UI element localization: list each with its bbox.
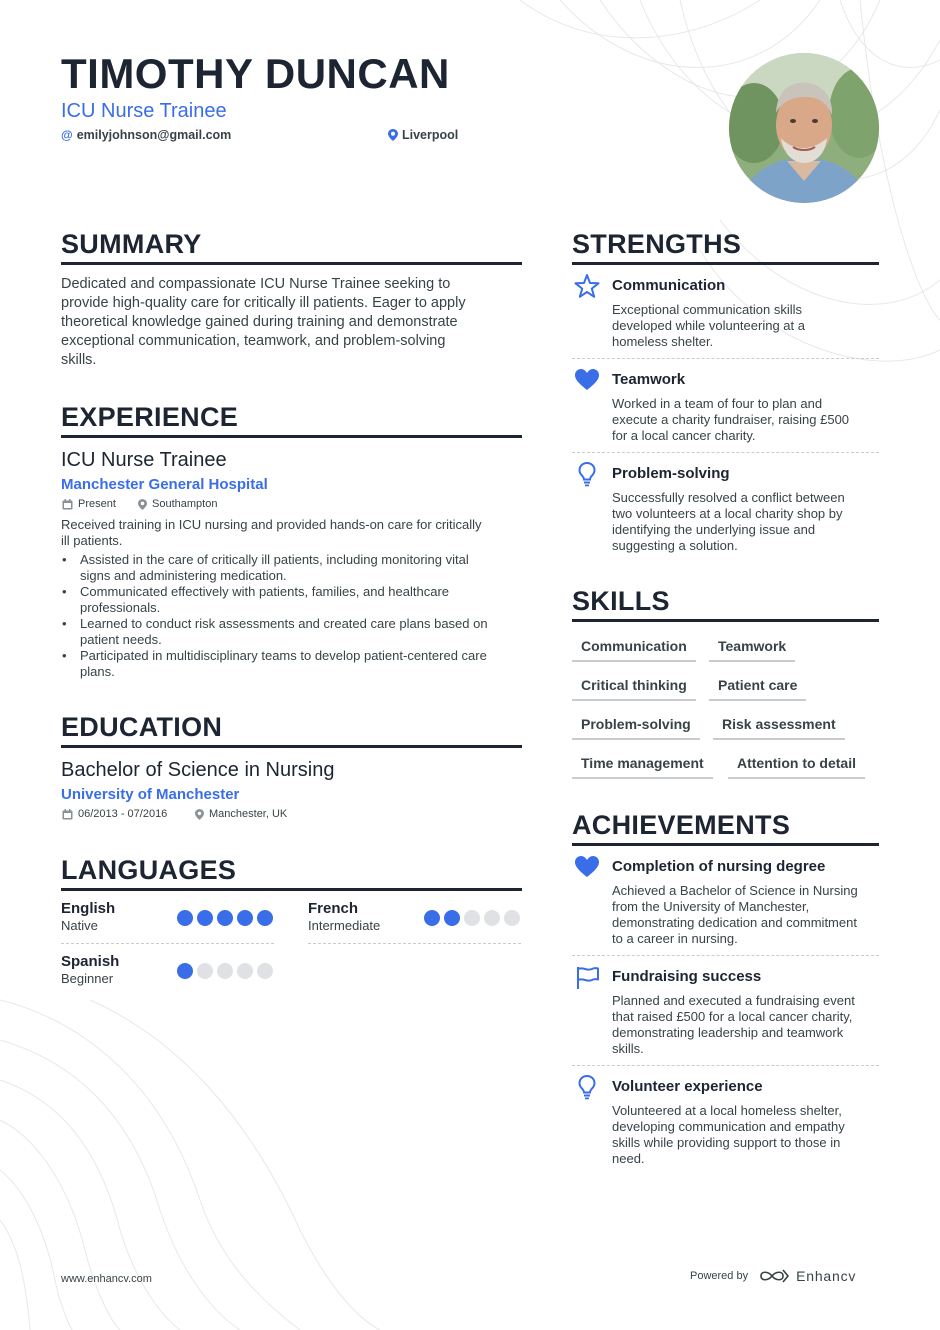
language-divider bbox=[61, 943, 274, 944]
skill-tag: Time management bbox=[572, 755, 713, 779]
heart-icon bbox=[574, 367, 600, 393]
degree-title: Bachelor of Science in Nursing bbox=[61, 759, 335, 781]
language-rating bbox=[424, 910, 520, 926]
strength-divider bbox=[572, 452, 879, 453]
job-date-text: Present bbox=[78, 498, 116, 510]
achievement-title: Completion of nursing degree bbox=[612, 858, 826, 875]
brand-name: Enhancv bbox=[796, 1268, 857, 1284]
job-bullet bbox=[61, 552, 531, 584]
bullet-line: patient needs. bbox=[80, 632, 162, 647]
desc-line: Volunteered at a local homeless shelter, bbox=[612, 1103, 842, 1118]
strength-description bbox=[612, 490, 882, 554]
rating-dot-filled bbox=[257, 910, 273, 926]
rating-dot-filled bbox=[177, 963, 193, 979]
summary-line: exceptional communication, teamwork, and problem-solving bbox=[61, 333, 446, 349]
rating-dot-filled bbox=[177, 910, 193, 926]
location-pin-icon bbox=[195, 809, 204, 820]
education-rule bbox=[61, 745, 522, 748]
bullet-line: professionals. bbox=[80, 600, 161, 615]
achievement-description bbox=[612, 1103, 887, 1167]
bullet-line: • Learned to conduct risk assessments and created care plans based on bbox=[80, 616, 488, 631]
rating-dot-empty bbox=[217, 963, 233, 979]
strength-title: Teamwork bbox=[612, 371, 686, 388]
candidate-title: ICU Nurse Trainee bbox=[61, 100, 227, 122]
desc-line: demonstrating dedication and commitment bbox=[612, 915, 857, 930]
language-divider bbox=[308, 943, 521, 944]
email-text: emilyjohnson@gmail.com bbox=[76, 128, 232, 142]
skill-tag: Communication bbox=[572, 638, 696, 662]
desc-line: that raised £500 for a local cancer charity, bbox=[612, 1009, 853, 1024]
job-location-text: Southampton bbox=[152, 498, 218, 510]
job-bullet bbox=[61, 648, 531, 680]
strengths-heading: STRENGTHS bbox=[572, 229, 742, 259]
rating-dot-empty bbox=[257, 963, 273, 979]
education-date bbox=[62, 808, 167, 820]
job-bullets bbox=[61, 552, 531, 680]
summary-line: skills. bbox=[61, 352, 97, 368]
achievement-title: Volunteer experience bbox=[612, 1078, 763, 1095]
skills-heading: SKILLS bbox=[572, 586, 670, 616]
language-rating bbox=[177, 963, 273, 979]
summary-heading: SUMMARY bbox=[61, 229, 202, 259]
strengths-rule bbox=[572, 262, 879, 265]
contact-email[interactable] bbox=[61, 128, 231, 142]
summary-rule bbox=[61, 262, 522, 265]
rating-dot-empty bbox=[504, 910, 520, 926]
desc-line: Achieved a Bachelor of Science in Nursing bbox=[612, 883, 858, 898]
language-level: Native bbox=[61, 918, 98, 933]
desc-line: skills. bbox=[612, 1041, 644, 1056]
language-item bbox=[61, 953, 119, 986]
desc-line: from the University of Manchester, bbox=[612, 899, 810, 914]
achievement-divider bbox=[572, 955, 879, 956]
job-title: ICU Nurse Trainee bbox=[61, 449, 227, 471]
achievement-divider bbox=[572, 1065, 879, 1066]
skill-tag: Problem-solving bbox=[572, 716, 700, 740]
summary-text bbox=[61, 275, 531, 370]
star-icon bbox=[574, 273, 600, 299]
education-date-text: 06/2013 - 07/2016 bbox=[78, 808, 168, 820]
language-name: Spanish bbox=[61, 953, 120, 970]
skill-tag: Critical thinking bbox=[572, 677, 696, 701]
rating-dot-filled bbox=[197, 910, 213, 926]
location-pin-icon bbox=[138, 499, 147, 510]
skill-tag: Teamwork bbox=[709, 638, 795, 662]
job-desc-line: ill patients. bbox=[61, 533, 123, 548]
desc-line: skills while providing support to those in bbox=[612, 1135, 841, 1150]
strength-description bbox=[612, 396, 882, 444]
skill-tag: Patient care bbox=[709, 677, 806, 701]
school-name: University of Manchester bbox=[61, 786, 240, 803]
lightbulb-icon bbox=[574, 461, 600, 487]
language-name: English bbox=[61, 900, 116, 917]
desc-line: demonstrating leadership and teamwork bbox=[612, 1025, 844, 1040]
education-location-text: Manchester, UK bbox=[209, 808, 288, 820]
enhancv-logo-icon bbox=[758, 1268, 790, 1284]
job-description bbox=[61, 517, 531, 549]
languages-heading: LANGUAGES bbox=[61, 855, 237, 885]
desc-line: developing communication and empathy bbox=[612, 1119, 845, 1134]
achievements-rule bbox=[572, 843, 879, 846]
desc-line: Planned and executed a fundraising event bbox=[612, 993, 855, 1008]
powered-by-text: Powered by bbox=[690, 1270, 749, 1282]
skill-tag: Attention to detail bbox=[728, 755, 865, 779]
job-desc-line: Received training in ICU nursing and provided hands-on care for critically bbox=[61, 517, 482, 532]
language-level: Beginner bbox=[61, 971, 114, 986]
bullet-line: signs and administering medication. bbox=[80, 568, 287, 583]
profile-photo bbox=[729, 53, 879, 203]
strength-divider bbox=[572, 358, 879, 359]
calendar-icon bbox=[62, 499, 73, 510]
job-bullet bbox=[61, 616, 531, 648]
desc-line: execute a charity fundraiser, raising £500 bbox=[612, 412, 850, 427]
candidate-name: TIMOTHY DUNCAN bbox=[61, 50, 450, 97]
bullet-line: • Assisted in the care of critically ill patients, including monitoring vital bbox=[80, 552, 469, 567]
location-pin-icon bbox=[388, 129, 398, 141]
flag-icon bbox=[574, 964, 600, 990]
rating-dot-filled bbox=[237, 910, 253, 926]
lightbulb-icon bbox=[574, 1074, 600, 1100]
summary-line: provide high-quality care for critically ill patients. Eager to apply bbox=[61, 295, 466, 311]
language-rating bbox=[177, 910, 273, 926]
brand-logo bbox=[758, 1268, 856, 1284]
summary-line: theoretical knowledge gained during training and demonstrate bbox=[61, 314, 458, 330]
heart-icon bbox=[574, 854, 600, 880]
desc-line: suggesting a solution. bbox=[612, 538, 738, 553]
profile-photo-illustration bbox=[729, 53, 879, 203]
strength-title: Problem-solving bbox=[612, 465, 730, 482]
rating-dot-empty bbox=[237, 963, 253, 979]
bullet-line: plans. bbox=[80, 664, 115, 679]
at-icon: @ bbox=[61, 128, 73, 142]
language-level: Intermediate bbox=[308, 918, 381, 933]
experience-heading: EXPERIENCE bbox=[61, 402, 239, 432]
job-bullet bbox=[61, 584, 531, 616]
desc-line: for a local cancer charity. bbox=[612, 428, 756, 443]
location-text: Liverpool bbox=[402, 128, 459, 142]
skills-rule bbox=[572, 619, 879, 622]
rating-dot-empty bbox=[464, 910, 480, 926]
desc-line: Worked in a team of four to plan and bbox=[612, 396, 823, 411]
desc-line: homeless shelter. bbox=[612, 334, 714, 349]
desc-line: developed while volunteering at a bbox=[612, 318, 805, 333]
desc-line: identifying the underlying issue and bbox=[612, 522, 816, 537]
language-name: French bbox=[308, 900, 359, 917]
company-name: Manchester General Hospital bbox=[61, 476, 268, 493]
calendar-icon bbox=[62, 809, 73, 820]
achievement-description bbox=[612, 883, 887, 947]
desc-line: need. bbox=[612, 1151, 645, 1166]
rating-dot-filled bbox=[424, 910, 440, 926]
desc-line: Successfully resolved a conflict between bbox=[612, 490, 845, 505]
achievement-title: Fundraising success bbox=[612, 968, 762, 985]
desc-line: Exceptional communication skills bbox=[612, 302, 803, 317]
rating-dot-empty bbox=[484, 910, 500, 926]
strength-title: Communication bbox=[612, 277, 726, 294]
achievements-heading: ACHIEVEMENTS bbox=[572, 810, 791, 840]
footer-website-link[interactable]: www.enhancv.com bbox=[61, 1273, 152, 1285]
strength-description bbox=[612, 302, 882, 350]
language-item bbox=[308, 900, 380, 933]
skill-tag: Risk assessment bbox=[713, 716, 845, 740]
rating-dot-filled bbox=[444, 910, 460, 926]
footer-branding[interactable] bbox=[690, 1268, 856, 1284]
rating-dot-filled bbox=[217, 910, 233, 926]
education-heading: EDUCATION bbox=[61, 712, 223, 742]
languages-rule bbox=[61, 888, 522, 891]
rating-dot-empty bbox=[197, 963, 213, 979]
desc-line: to a career in nursing. bbox=[612, 931, 738, 946]
language-item bbox=[61, 900, 115, 933]
bullet-line: • Communicated effectively with patients, families, and healthcare bbox=[80, 584, 450, 599]
desc-line: two volunteers at a local charity shop by bbox=[612, 506, 843, 521]
job-date bbox=[62, 498, 116, 510]
achievement-description bbox=[612, 993, 887, 1057]
job-location bbox=[138, 498, 217, 510]
summary-line: Dedicated and compassionate ICU Nurse Trainee seeking to bbox=[61, 276, 451, 292]
experience-rule bbox=[61, 435, 522, 438]
bullet-line: • Participated in multidisciplinary teams to develop patient-centered care bbox=[80, 648, 487, 663]
education-location bbox=[195, 808, 287, 820]
contact-location bbox=[388, 128, 458, 142]
